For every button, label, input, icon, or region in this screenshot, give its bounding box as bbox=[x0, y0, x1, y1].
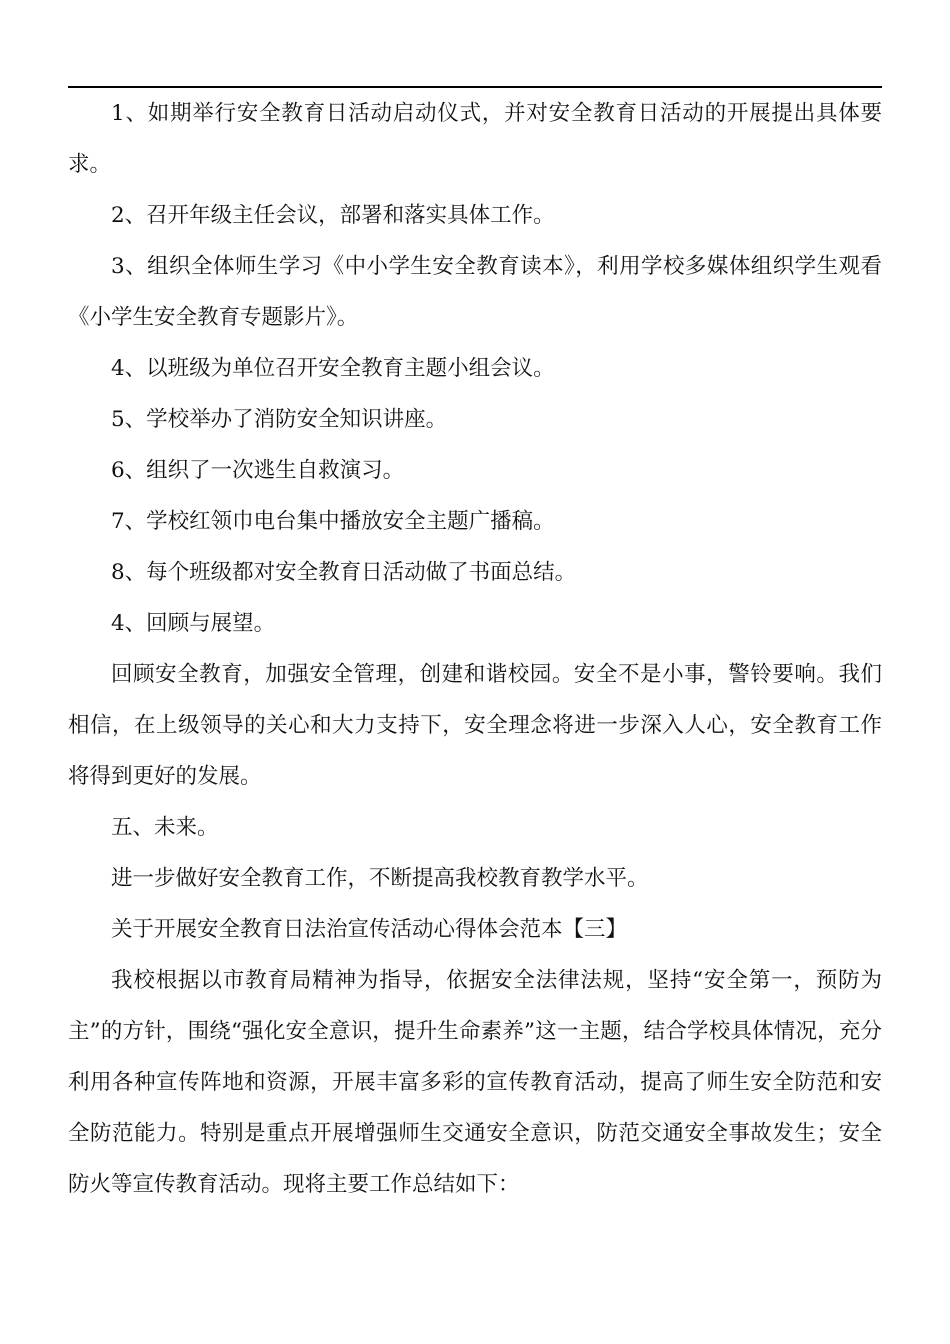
section-heading-review: 4、回顾与展望。 bbox=[111, 611, 276, 636]
section-heading-future: 五、未来。 bbox=[111, 815, 219, 840]
paragraph-review: 回顾安全教育，加强安全管理，创建和谐校园。安全不是小事，警铃要响。我们相信，在上级领导的关心和大力支持下，安全理念将进一步深入人心，安全教育工作将得到更好的发展。 bbox=[68, 662, 882, 789]
paragraph-item-3: 3、组织全体师生学习《中小学生安全教育读本》，利用学校多媒体组织学生观看《小学生安全教育专题影片》。 bbox=[68, 254, 882, 330]
paragraph-item-2: 2、召开年级主任会议，部署和落实具体工作。 bbox=[111, 203, 555, 228]
article-title: 关于开展安全教育日法治宣传活动心得体会范本【三】 bbox=[111, 917, 628, 942]
paragraph-future: 进一步做好安全教育工作，不断提高我校教育教学水平。 bbox=[111, 866, 649, 891]
paragraph-item-7: 7、学校红领巾电台集中播放安全主题广播稿。 bbox=[111, 509, 555, 534]
document-body bbox=[68, 88, 882, 1210]
paragraph-item-6: 6、组织了一次逃生自救演习。 bbox=[111, 458, 405, 483]
paragraph-item-5: 5、学校举办了消防安全知识讲座。 bbox=[111, 407, 448, 432]
paragraph-item-1: 1、如期举行安全教育日活动启动仪式，并对安全教育日活动的开展提出具体要求。 bbox=[68, 101, 882, 177]
paragraph-item-4: 4、以班级为单位召开安全教育主题小组会议。 bbox=[111, 356, 555, 381]
paragraph-item-8: 8、每个班级都对安全教育日活动做了书面总结。 bbox=[111, 560, 577, 585]
paragraph-intro: 我校根据以市教育局精神为指导，依据安全法律法规，坚持“安全第一，预防为主”的方针，围绕“强化安全意识，提升生命素养”这一主题，结合学校具体情况，充分利用各种宣传阵地和资源，开展丰富多彩的宣传教育活动，提高了师生安全防范和安全防范能力。特别是重点开展增强师生交通安全意识，防范交通安全事故发生；安全防火等宣传教育活动。现将主要工作总结如下： bbox=[68, 968, 882, 1197]
